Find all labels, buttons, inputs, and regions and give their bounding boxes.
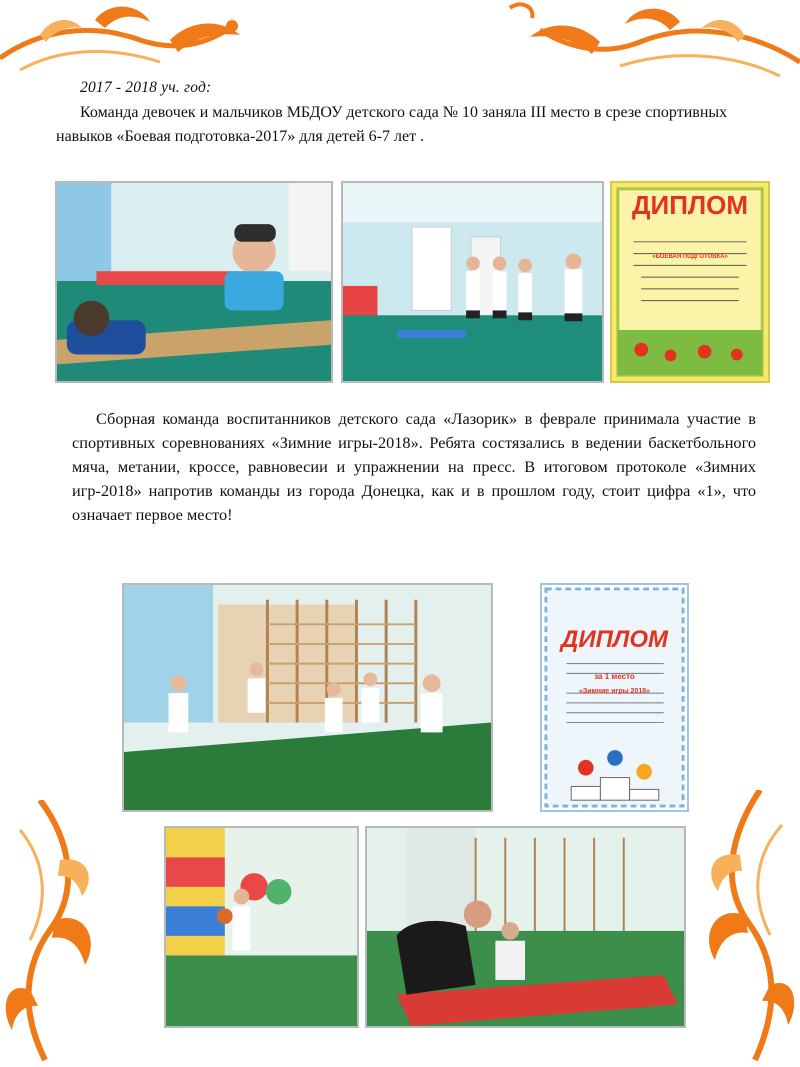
photo-children-balance [122,583,493,812]
diploma-1-title: ДИПЛОМ [631,190,749,220]
competition-paragraph [72,407,756,527]
diploma-2-subtitle: «Зимние игры 2018» [578,688,650,695]
top-left-swirl-ornament [0,0,260,90]
intro-content: Команда девочек и мальчиков МБДОУ детского сада № 10 заняла III место в срезе спортивных навыков «Боевая подготовка-2017» для детей 6-7 лет . [56,104,728,145]
bottom-right-swirl-ornament [690,790,800,1067]
diploma-1-subtitle: «БОЕВАЯ ПОДГОТОВКА» [652,254,728,260]
photo-teacher-mat-exercise [365,826,686,1028]
photo-ball-dribbling [164,826,359,1028]
competition-paragraph-content: Сборная команда воспитанников детского сада «Лазорик» в феврале принимала участие в спортивных соревнованиях «Зимние игры-2018». Ребята состязались в ведении баскетбольного мяча, метании, кроссе, равновесии и упражнении на пресс. В итоговом протоколе «Зимних игр-2018» напротив команды из города Донецка, как и в прошлом году, стоит цифра «1», что означает первое место! [72,409,756,524]
diploma-2-place: за 1 место [594,672,635,681]
year-heading: 2017 - 2018 уч. год: [80,79,212,96]
diploma-winter-games [540,583,689,812]
photo-boy-pushup [55,181,333,383]
photo-children-exercise-room [341,181,604,383]
diploma-2-title: ДИПЛОМ [560,626,668,653]
bottom-left-swirl-ornament [0,800,110,1067]
top-right-swirl-ornament [480,0,800,95]
intro-text [56,101,756,149]
